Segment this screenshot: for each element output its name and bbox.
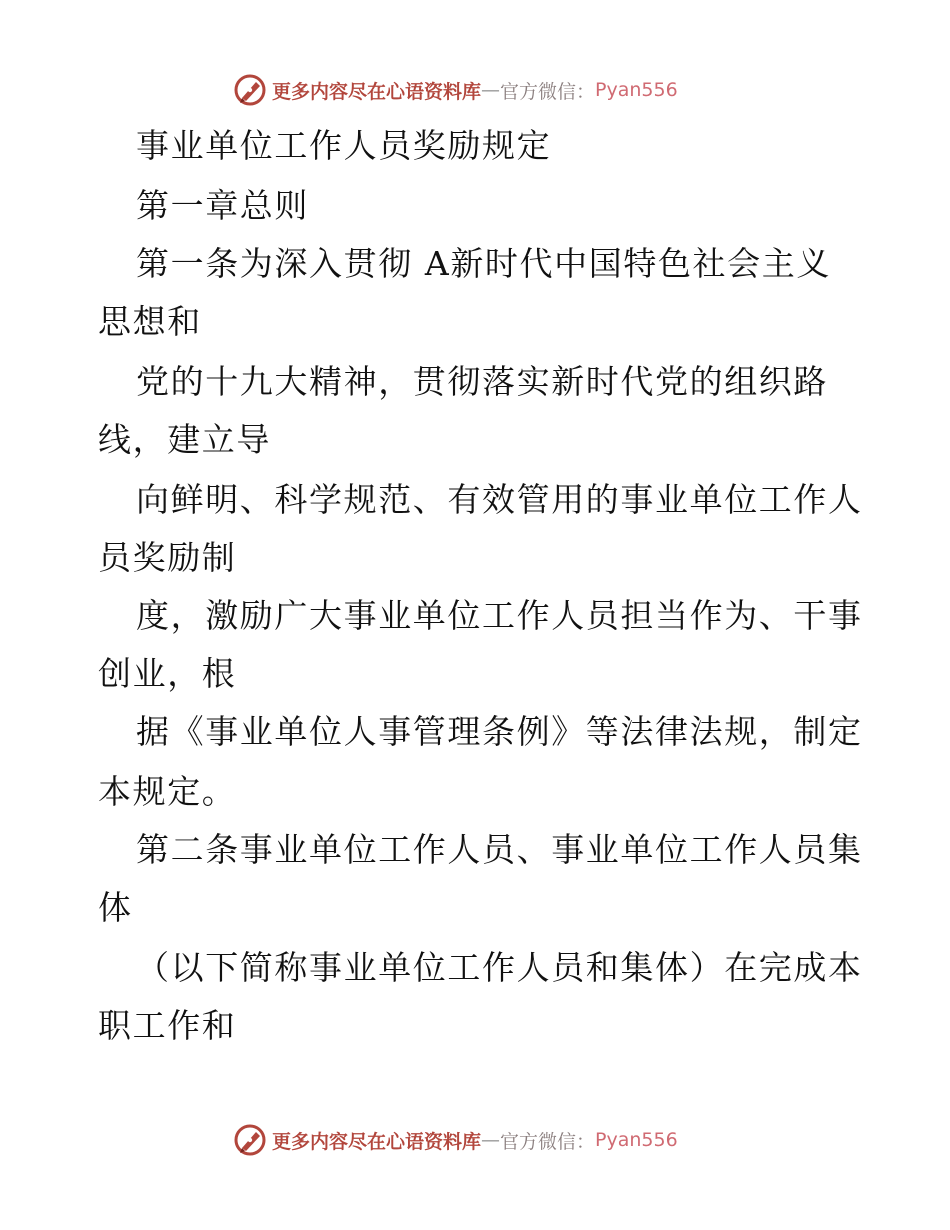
text-line: 向鲜明、科学规范、有效管用的事业单位工作人 xyxy=(136,480,863,519)
text-line: 党的十九大精神，贯彻落实新时代党的组织路 xyxy=(136,362,828,401)
pen-logo-icon xyxy=(232,72,268,108)
text-line: 线，建立导 xyxy=(98,420,271,459)
text-line: 创业，根 xyxy=(98,654,237,693)
text-line: 思想和 xyxy=(98,302,202,341)
text-line: 第一条为深入贯彻 A新时代中国特色社会主义 xyxy=(136,244,831,283)
text-line: 本规定。 xyxy=(98,772,237,811)
text-line: 体 xyxy=(98,888,133,927)
banner-text: 更多内容尽在心语资料库 xyxy=(272,80,482,103)
banner-wechat-id: Pyan556 xyxy=(595,1129,678,1151)
text-line: 度，激励广大事业单位工作人员担当作为、干事 xyxy=(136,596,863,635)
banner-separator: — xyxy=(481,1129,501,1151)
banner-wechat-label: 官方微信： xyxy=(500,80,596,103)
banner-separator: — xyxy=(481,79,501,101)
footer-banner xyxy=(232,1120,678,1160)
banner-wechat-label: 官方微信： xyxy=(500,1130,596,1153)
text-line: 职工作和 xyxy=(98,1006,237,1045)
chapter-heading: 第一章总则 xyxy=(136,186,309,225)
text-line: 据《事业单位人事管理条例》等法律法规，制定 xyxy=(136,712,863,751)
banner-wechat-id: Pyan556 xyxy=(595,79,678,101)
banner-text: 更多内容尽在心语资料库 xyxy=(272,1130,482,1153)
pen-logo-icon xyxy=(232,1122,268,1158)
document-title: 事业单位工作人员奖励规定 xyxy=(136,126,552,165)
text-line: 员奖励制 xyxy=(98,538,237,577)
text-line: 第二条事业单位工作人员、事业单位工作人员集 xyxy=(136,830,863,869)
header-banner xyxy=(232,70,678,110)
text-line: （以下简称事业单位工作人员和集体）在完成本 xyxy=(136,948,863,987)
